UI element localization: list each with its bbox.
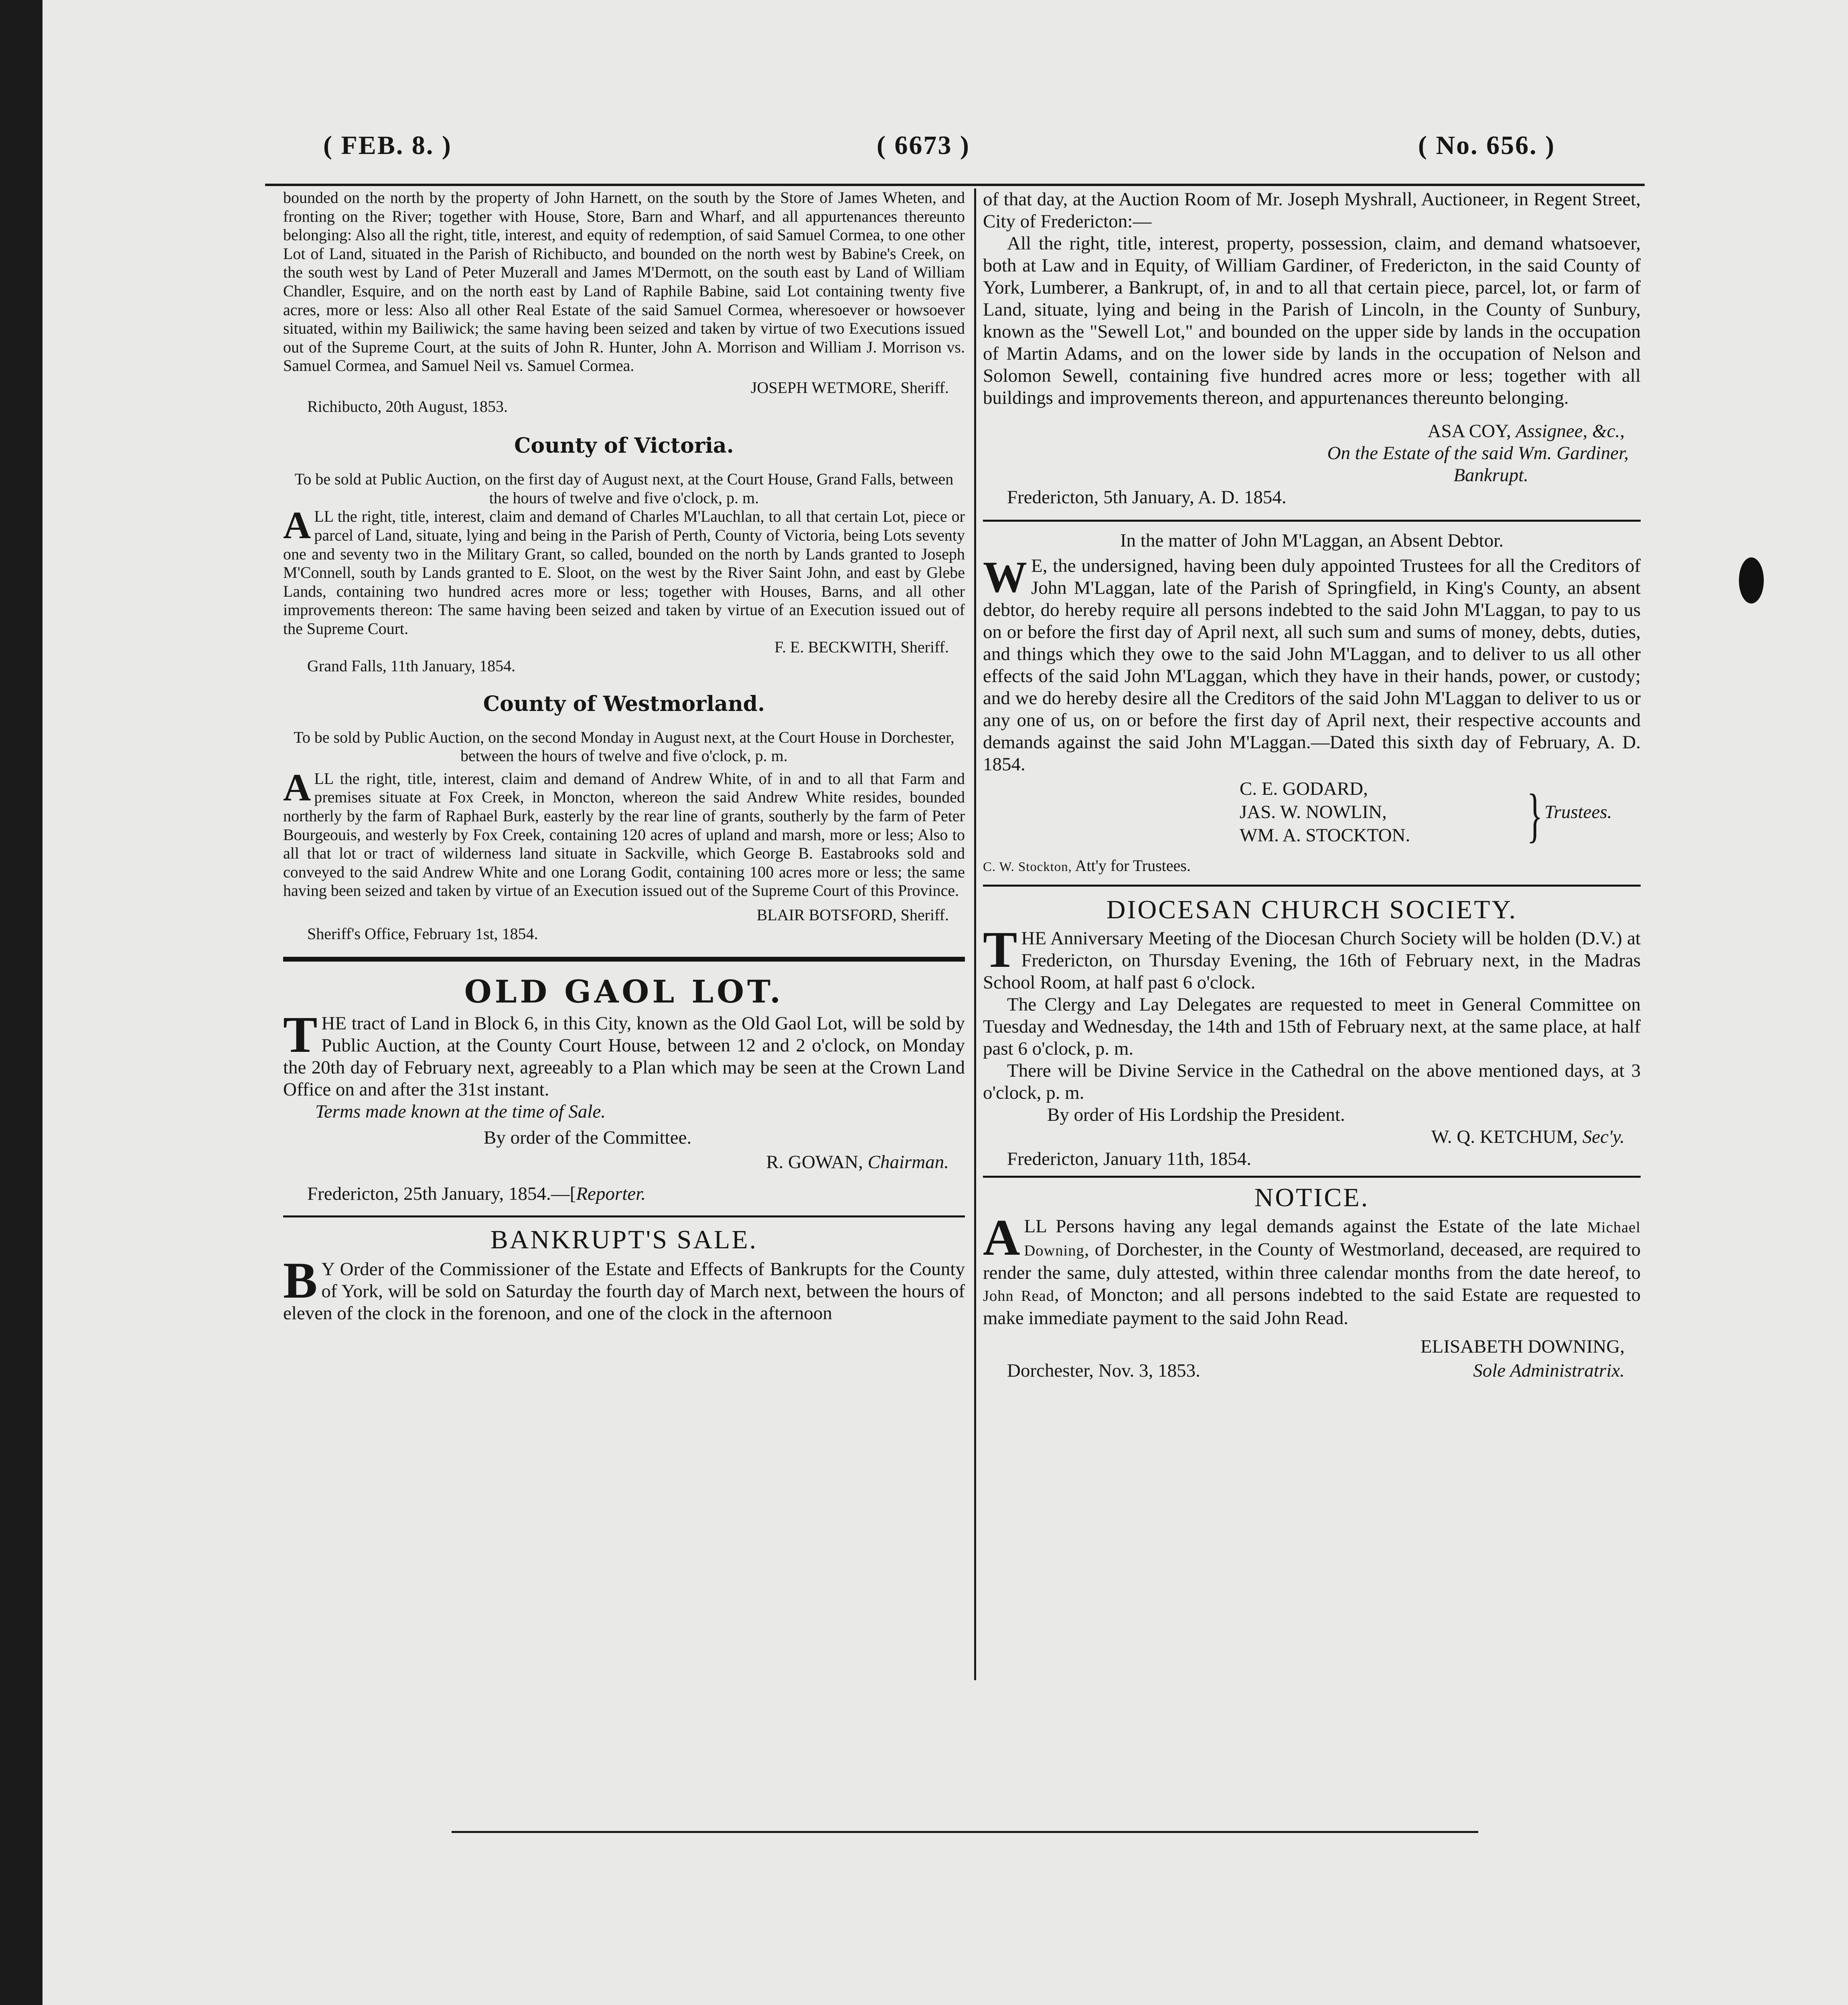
victoria-body: LL the right, title, interest, claim and demand of Charles M'Lauchlan, to all that certain Lot, piece or parcel of Land, situate, lying and being in the Parish of Perth, County of Victoria, being Lots seventy one and seventy two in the Military Grant, so called, bounded on the north by Lands granted to Joseph M'Connell, south by Lands granted to E. Sloot, on the west by the River Saint John, and east by Glebe Lands, containing two hundred acres more or less; together with Houses, Barns, and all other improvements thereon: The same having been seized and taken by virtue of an Execution issued out of the Supreme Court. <box>283 507 965 638</box>
gaol-order: By order of the Committee. <box>484 1127 692 1148</box>
mlaggan-attorney <box>983 857 1641 877</box>
gardiner-sig-line2: On the Estate of the said Wm. Gardiner, <box>1327 443 1629 464</box>
mlaggan-trustees <box>983 778 1641 854</box>
gaol-paragraph <box>283 1006 965 1101</box>
trustees-label: Trustees. <box>1544 802 1612 822</box>
gaol-dateline-source: Reporter. <box>576 1183 646 1205</box>
notice-body-b: , of Dorchester, in the County of Westmorland, deceased, are required to render the same, duly attested, within three calendar months from the date hereof, to <box>983 1239 1641 1283</box>
attorney-name: C. W. Stockton, <box>983 860 1072 874</box>
gaol-body: HE tract of Land in Block 6, in this City, known as the Old Gaol Lot, will be sold by Public Auction, at the County Court House, between 12 and 2 o'clock, on Monday the 20th day of February next, agreeably to a Plan which may be seen at the Crown Land Office on and after the 31st instant. <box>283 1013 965 1100</box>
gardiner-dateline: Fredericton, 5th January, A. D. 1854. <box>1007 487 1287 508</box>
notice-dateline: Dorchester, Nov. 3, 1853. <box>1007 1360 1200 1381</box>
mlaggan-title: In the matter of John M'Laggan, an Absent Debtor. <box>1120 530 1504 551</box>
notice-sign-block <box>983 1336 1641 1396</box>
gaol-dateline-text: Fredericton, 25th January, 1854.—[ <box>307 1183 576 1205</box>
gardiner-sig-line3: Bankrupt. <box>1453 465 1528 486</box>
header-rule <box>265 184 1645 186</box>
gaol-title: OLD GAOL LOT. <box>464 974 784 1011</box>
diocesan-dateline: Fredericton, January 11th, 1854. <box>1007 1148 1252 1169</box>
notice-deceased-name: Michael Downing <box>1024 1219 1641 1259</box>
victoria-paragraph <box>283 504 965 638</box>
newspaper-page <box>43 0 1848 2005</box>
gaol-terms: Terms made known at the time of Sale. <box>315 1101 606 1122</box>
right-column <box>983 188 1641 1396</box>
diocesan-signer-name: W. Q. KETCHUM, <box>1431 1126 1578 1147</box>
diocesan-para2: The Clergy and Lay Delegates are requested to meet in General Committee on Tuesday and Wednesday, the 14th and 15th of February next, at the same place, at half past 6 o'clock, p. m. <box>983 994 1641 1059</box>
gaol-signer-name: R. GOWAN, <box>766 1152 863 1173</box>
notice-dropcap: A <box>983 1209 1020 1266</box>
left-column <box>283 188 965 1325</box>
gardiner-body: All the right, title, interest, property, possession, claim, and demand whatsoever, both at Law and in Equity, of William Gardiner, of Fredericton, in the said County of York, Lumberer, a Bankrupt, of, in and to all that certain piece, parcel, lot, or farm of Land, situate, lying and being in the Parish of Lincoln, in the County of Sunbury, known as the "Sewell Lot," and bounded on the upper side by lands in the occupation of Martin Adams, and on the lower side by lands in the occupation of Nelson and Solomon Sewell, containing five hundred acres more or less; together with all buildings and improvements thereon, and appurtenances thereunto belonging. <box>983 233 1641 408</box>
diocesan-order: By order of His Lordship the President. <box>1047 1104 1345 1125</box>
bankrupt-rule <box>283 1215 965 1217</box>
footer-rule <box>452 1831 1478 1833</box>
bankrupt-body: Y Order of the Commissioner of the Estate and Effects of Bankrupts for the County of York, will be sold on Saturday the fourth day of March next, between the hours of eleven of the clock in the forenoon, and one of the clock in the afternoon <box>283 1259 965 1324</box>
gaol-signer <box>283 1151 965 1173</box>
westmorland-notice <box>283 728 965 944</box>
header-date: ( FEB. 8. ) <box>323 131 452 160</box>
attorney-role: Att'y for Trustees. <box>1075 857 1191 875</box>
diocesan-signer <box>983 1126 1641 1148</box>
gardiner-signer <box>983 420 1641 442</box>
mlaggan-body: E, the undersigned, having been duly appointed Trustees for all the Creditors of John M'Laggan, late of the Parish of Springfield, in King's County, an absent debtor, do hereby require all persons indebted to the said John M'Laggan, to pay to us on or before the first day of April next, all such sum and sums of money, debts, duties, and things which they owe to the said John M'Laggan, and to deliver to us all other effects of the said John M'Laggan, which they have in their hands, power, or custody; and we do hereby desire all the Creditors of the said John M'Laggan to deliver to us or any one of us, on or before the first day of April next, their respective accounts and demands against the said John M'Laggan.—Dated this sixth day of February, A. D. 1854. <box>983 555 1641 775</box>
westmorland-dateline: Sheriff's Office, February 1st, 1854. <box>307 924 538 943</box>
trustee-1: C. E. GODARD, <box>1240 778 1368 799</box>
mlaggan-rule <box>983 520 1641 522</box>
notice-body-a: LL Persons having any legal demands against the Estate of the late <box>1024 1215 1587 1237</box>
notice-paragraph <box>983 1209 1641 1329</box>
gaol-dropcap: T <box>283 1006 318 1063</box>
richibucto-signer: JOSEPH WETMORE, Sheriff. <box>750 378 949 397</box>
column-divider <box>974 188 976 1680</box>
notice-signer: ELISABETH DOWNING, <box>1420 1336 1625 1357</box>
richibucto-notice <box>283 188 965 416</box>
westmorland-body: LL the right, title, interest, claim and demand of Andrew White, of in and to all that Farm and premises situate at Fox Creek, in Moncton, whereon the said Andrew White resides, bounded northerly by the farm of Raphael Burk, easterly by the rear line of grants, southerly by the farm of Peter Bourgeouis, and westerly by Fox Creek, containing 120 acres of upland and marsh, more or less; Also to all that lot or tract of wilderness land situate in Sackville, which George B. Eastabrooks sold and conveyed to the said Andrew White and one Lorang Godit, containing 100 acres more or less; the same having been seized and taken by virtue of an Execution issued out of the Supreme Court of this Province. <box>283 769 965 900</box>
bankrupt-dropcap: B <box>283 1252 318 1309</box>
header-page-number: ( 6673 ) <box>877 131 970 160</box>
diocesan-rule <box>983 885 1641 887</box>
westmorland-title: County of Westmorland. <box>483 691 765 716</box>
trustee-2: JAS. W. NOWLIN, <box>1240 802 1387 822</box>
mlaggan-dropcap: W <box>983 553 1027 602</box>
diocesan-paragraph <box>983 921 1641 994</box>
gaol-rule <box>283 957 965 962</box>
victoria-intro: To be sold at Public Auction, on the first day of August next, at the Court House, Grand Falls, between the hours of twelve and five o'clock, p. m. <box>294 470 954 507</box>
notice-body-c: , of Moncton; and all persons indebted to the said Estate are requested to make immediate payment to the said John Read. <box>983 1284 1641 1329</box>
notice-signer-title: Sole Administratrix. <box>1473 1360 1625 1381</box>
header-issue-number: ( No. 656. ) <box>1418 131 1556 160</box>
gardiner-signer-title: Assignee, &c., <box>1516 421 1625 442</box>
trustee-3: WM. A. STOCKTON. <box>1240 825 1410 846</box>
richibucto-body: bounded on the north by the property of John Harnett, on the south by the Store of James Wheten, and fronting on the River; together with House, Store, Barn and Wharf, and all appurtenances thereunto belonging: Also all the right, title, interest, and equity of redemption, of said Samuel Cormea, to one other Lot of Land, situated in the Parish of Richibucto, and bounded on the north west by Babine's Creek, on the south west by Land of Peter Muzerall and James M'Dermott, on the south east by Land of William Chandler, Esquire, and on the north east by Land of Raphile Babine, said Lot containing twenty five acres, more or less: Also all other Real Estate of the said Samuel Cormea, wheresoever or howsoever situated, within my Bailiwick; the same having been seized and taken by virtue of two Executions issued out of the Supreme Court, at the suits of John R. Hunter, John A. Morrison and William J. Morrison vs. Samuel Cormea, and Samuel Neil vs. Samuel Cormea. <box>283 188 965 375</box>
notice-rule <box>983 1176 1641 1178</box>
victoria-signer: F. E. BECKWITH, Sheriff. <box>774 638 949 656</box>
gardiner-signer-name: ASA COY, <box>1427 421 1511 442</box>
westmorland-intro: To be sold by Public Auction, on the second Monday in August next, at the Court House in Dorchester, between the hours of twelve and five o'clock, p. m. <box>294 728 954 765</box>
ink-blot-right-upper <box>1739 557 1764 604</box>
victoria-notice <box>283 470 965 676</box>
bankrupt-title: BANKRUPT'S SALE. <box>490 1225 758 1255</box>
bankrupt-paragraph <box>283 1252 965 1325</box>
notice-executor-name: John Read <box>983 1287 1055 1304</box>
trustees-brace: } <box>1527 782 1543 849</box>
victoria-dateline: Grand Falls, 11th January, 1854. <box>307 657 516 675</box>
gardiner-continuation: of that day, at the Auction Room of Mr. Joseph Myshrall, Auctioneer, in Regent Street, City of Fredericton:— <box>983 189 1641 232</box>
richibucto-dateline: Richibucto, 20th August, 1853. <box>307 397 508 415</box>
westmorland-dropcap: A <box>283 766 311 809</box>
diocesan-title: DIOCESAN CHURCH SOCIETY. <box>1106 895 1518 924</box>
victoria-title: County of Victoria. <box>514 433 734 458</box>
diocesan-dropcap: T <box>983 921 1017 978</box>
diocesan-signer-title: Sec'y. <box>1582 1126 1625 1147</box>
notice-title: NOTICE. <box>1254 1183 1370 1212</box>
westmorland-signer: BLAIR BOTSFORD, Sheriff. <box>756 906 949 924</box>
diocesan-para3: There will be Divine Service in the Cathedral on the above mentioned days, at 3 o'clock, p. m. <box>983 1060 1641 1103</box>
gaol-dateline <box>307 1183 965 1205</box>
gaol-signer-title: Chairman. <box>867 1152 949 1173</box>
diocesan-body: HE Anniversary Meeting of the Diocesan Church Society will be holden (D.V.) at Fredericton, on Thursday Evening, the 16th of February next, in the Madras School Room, at half past 6 o'clock. <box>983 928 1641 993</box>
victoria-dropcap: A <box>283 504 311 547</box>
westmorland-paragraph <box>283 766 965 900</box>
mlaggan-paragraph <box>983 555 1641 776</box>
